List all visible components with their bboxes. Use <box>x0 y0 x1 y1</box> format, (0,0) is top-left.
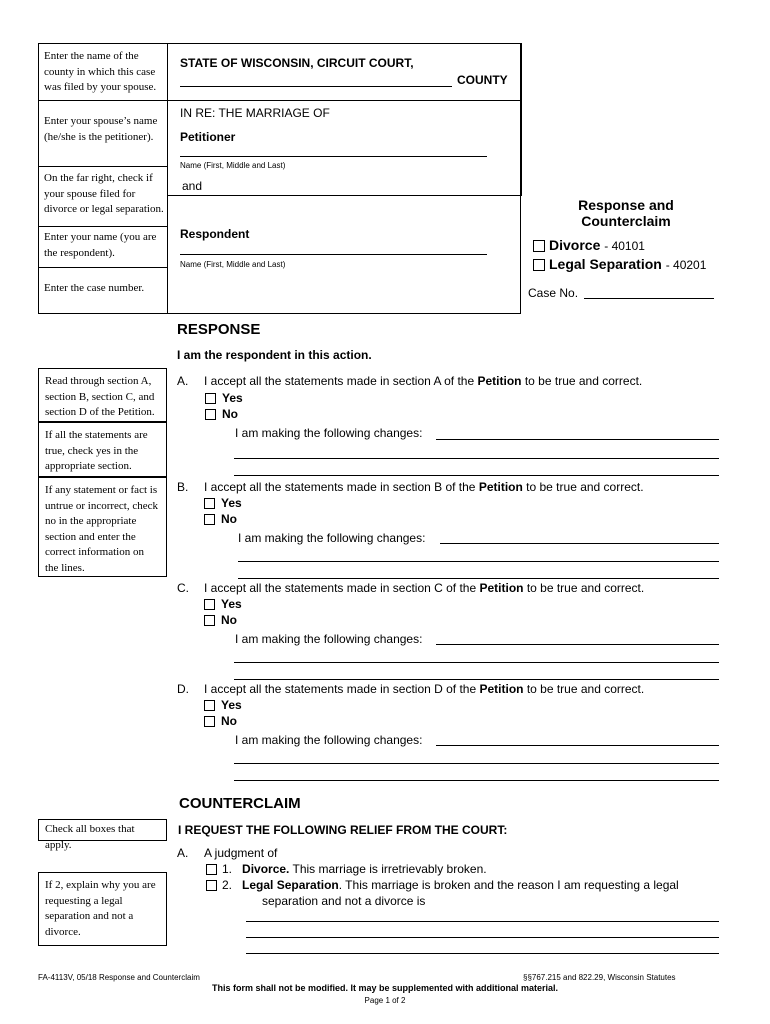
help-case-number: Enter the case number. <box>44 282 145 294</box>
judgment-label: A judgment of <box>204 846 278 860</box>
legal-separation-relief-checkbox[interactable] <box>206 880 217 891</box>
yes-checkbox[interactable] <box>205 393 216 404</box>
statement-text-end: to be true and correct. <box>522 480 644 494</box>
option-title: Legal Separation <box>242 878 339 892</box>
changes-label: I am making the following changes: <box>238 531 426 545</box>
item-letter: B. <box>177 480 189 494</box>
divorce-label: Divorce <box>549 237 601 253</box>
petitioner-name-hint: Name (First, Middle and Last) <box>180 161 286 170</box>
changes-line[interactable] <box>440 543 719 544</box>
changes-label: I am making the following changes: <box>235 426 423 440</box>
county-label: COUNTY <box>457 73 508 87</box>
changes-line[interactable] <box>234 458 719 459</box>
no-checkbox[interactable] <box>204 514 215 525</box>
explanation-line[interactable] <box>246 953 719 954</box>
legal-separation-code: - 40201 <box>665 258 707 272</box>
judgment-letter: A. <box>177 846 189 860</box>
statement-petition: Petition <box>479 581 524 595</box>
changes-line[interactable] <box>436 745 719 746</box>
changes-line[interactable] <box>436 439 719 440</box>
statement-text: I accept all the statements made in section A of the <box>204 374 478 388</box>
no-label: No <box>221 613 237 627</box>
statement-text: I accept all the statements made in section D of the <box>204 682 480 696</box>
legal-separation-checkbox[interactable] <box>533 259 545 271</box>
option-number: 2. <box>222 878 233 892</box>
court-heading: STATE OF WISCONSIN, CIRCUIT COURT, <box>180 56 414 70</box>
statement-text: I accept all the statements made in section C of the <box>204 581 480 595</box>
explanation-line[interactable] <box>246 937 719 938</box>
caption-mid-divider <box>167 195 522 196</box>
footer-notice: This form shall not be modified. It may be supplemented with additional material. <box>211 983 559 993</box>
help-if-2 <box>38 872 167 946</box>
help-if-true-text: If all the statements are true, check yes in the appropriate section. <box>45 429 148 472</box>
changes-line[interactable] <box>234 763 719 764</box>
item-statement <box>204 682 644 696</box>
item-statement <box>204 374 642 388</box>
changes-line[interactable] <box>436 644 719 645</box>
item-statement <box>204 581 644 595</box>
help-if-untrue-text: If any statement or fact is untrue or incorrect, check no in the appropriate section and enter the correct information on the lines. <box>45 484 158 574</box>
item-letter: C. <box>177 581 189 595</box>
divorce-relief-option <box>222 862 487 876</box>
response-item-d <box>0 682 770 782</box>
caption-column-divider <box>167 43 168 314</box>
help-your-name: Enter your name (you are the respondent). <box>44 231 157 259</box>
caption-right-divider <box>521 43 522 195</box>
response-heading: RESPONSE <box>177 321 261 338</box>
respondent-name-field[interactable] <box>180 254 487 255</box>
response-subheading: I am the respondent in this action. <box>177 348 372 362</box>
footer-statutes: §§767.215 and 822.29, Wisconsin Statutes <box>523 973 676 982</box>
footer-form-id: FA-4113V, 05/18 Response and Counterclaim <box>38 973 200 982</box>
changes-line[interactable] <box>234 475 719 476</box>
help-check-all-text: Check all boxes that apply. <box>45 823 135 851</box>
yes-label: Yes <box>221 496 242 510</box>
legal-separation-relief-cont: separation and not a divorce is <box>262 894 426 908</box>
caption-divider <box>38 267 168 268</box>
help-county: Enter the name of the county in which this case was filed by your spouse. <box>44 50 157 93</box>
option-number: 1. <box>222 862 233 876</box>
help-spouse-name: Enter your spouse’s name (he/she is the petitioner). <box>44 115 158 143</box>
no-checkbox[interactable] <box>205 409 216 420</box>
response-item-c <box>0 581 770 681</box>
yes-label: Yes <box>221 698 242 712</box>
yes-label: Yes <box>222 391 243 405</box>
request-heading: I REQUEST THE FOLLOWING RELIEF FROM THE COURT: <box>178 823 508 837</box>
changes-line[interactable] <box>238 578 719 579</box>
legal-separation-label: Legal Separation <box>549 256 662 272</box>
response-item-b <box>0 480 770 580</box>
and-label: and <box>182 179 203 193</box>
response-item-a <box>0 374 770 474</box>
yes-label: Yes <box>221 597 242 611</box>
changes-line[interactable] <box>234 662 719 663</box>
option-text: . This marriage is broken and the reason I am requesting a legal <box>338 878 679 892</box>
option-text: This marriage is irretrievably broken. <box>289 862 487 876</box>
yes-checkbox[interactable] <box>204 599 215 610</box>
no-label: No <box>221 512 237 526</box>
changes-line[interactable] <box>234 679 719 680</box>
statement-text-end: to be true and correct. <box>523 581 645 595</box>
legal-separation-option <box>549 256 706 272</box>
help-check-right: On the far right, check if your spouse filed for divorce or legal separation. <box>44 172 164 215</box>
respondent-name-hint: Name (First, Middle and Last) <box>180 260 286 269</box>
county-field[interactable] <box>180 86 452 87</box>
caption-divider <box>38 100 521 101</box>
form-title-line2: Counterclaim <box>581 213 671 229</box>
caption-divider <box>38 226 168 227</box>
no-checkbox[interactable] <box>204 615 215 626</box>
item-statement <box>204 480 644 494</box>
in-re-label: IN RE: THE MARRIAGE OF <box>180 106 330 120</box>
no-label: No <box>221 714 237 728</box>
legal-separation-relief-option <box>222 878 679 892</box>
statement-text-end: to be true and correct. <box>521 374 643 388</box>
statement-petition: Petition <box>477 374 522 388</box>
yes-checkbox[interactable] <box>204 498 215 509</box>
petitioner-label: Petitioner <box>180 130 236 144</box>
divorce-checkbox[interactable] <box>533 240 545 252</box>
respondent-label: Respondent <box>180 227 250 241</box>
item-letter: A. <box>177 374 189 388</box>
help-if-2-text: If 2, explain why you are requesting a legal separation and not a divorce. <box>45 879 156 938</box>
form-title <box>526 197 726 229</box>
case-no-label: Case No. <box>528 286 579 300</box>
form-title-line1: Response and <box>578 197 674 213</box>
statement-petition: Petition <box>479 682 524 696</box>
option-title: Divorce. <box>242 862 290 876</box>
changes-label: I am making the following changes: <box>235 733 423 747</box>
no-label: No <box>222 407 238 421</box>
divorce-option <box>549 237 645 253</box>
divorce-relief-checkbox[interactable] <box>206 864 217 875</box>
petitioner-name-field[interactable] <box>180 156 487 157</box>
case-no-field[interactable] <box>584 298 714 299</box>
statement-text: I accept all the statements made in section B of the <box>204 480 479 494</box>
help-read-sections-text: Read through section A, section B, section C, and section D of the Petition. <box>45 375 155 418</box>
statement-text-end: to be true and correct. <box>523 682 645 696</box>
divorce-code: - 40101 <box>604 239 645 253</box>
footer-page-number: Page 1 of 2 <box>364 996 406 1005</box>
changes-line[interactable] <box>238 561 719 562</box>
counterclaim-heading: COUNTERCLAIM <box>179 795 301 812</box>
yes-checkbox[interactable] <box>204 700 215 711</box>
statement-petition: Petition <box>478 480 523 494</box>
item-letter: D. <box>177 682 189 696</box>
changes-label: I am making the following changes: <box>235 632 423 646</box>
explanation-line[interactable] <box>246 921 719 922</box>
caption-divider <box>38 166 168 167</box>
help-check-all <box>38 819 167 851</box>
changes-line[interactable] <box>234 780 719 781</box>
no-checkbox[interactable] <box>204 716 215 727</box>
